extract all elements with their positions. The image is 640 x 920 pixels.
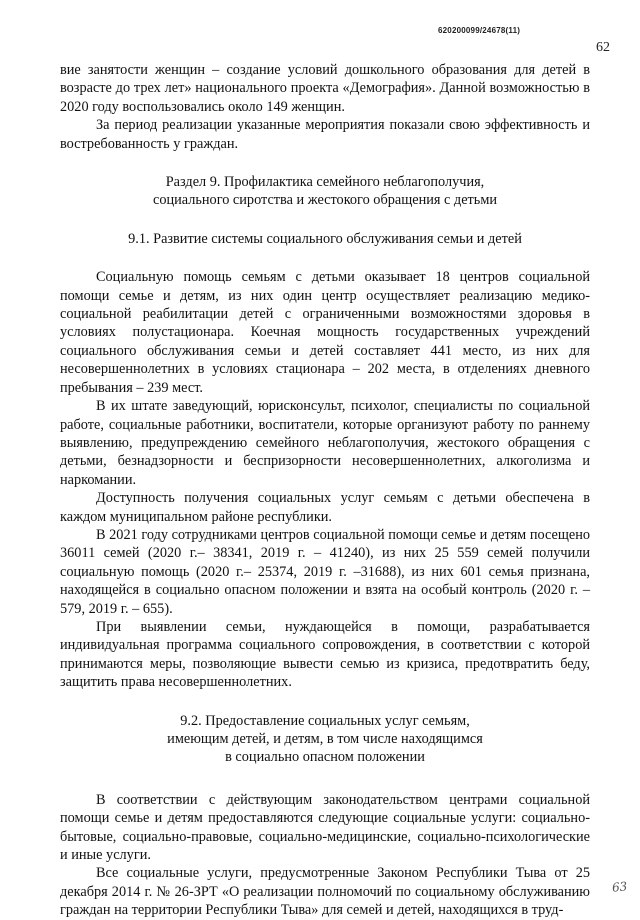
paragraph-social-help-centers: Социальную помощь семьям с детьми оказывает 18 центров социальной помощи семье и детям, из них один центр осуществляет реализацию медико-социальной реабилитации детей с ограниченными возможностями здоровья в условиях полустационара. Коечная мощность государственных учреждений социального обслуживания семьи и детей составляет 441 место, из них для несовершеннолетних в условиях стационара – 202 места, в отделениях дневного пребывания – 239 мест.	[60, 269, 590, 396]
section-9-heading-line-1: Раздел 9. Профилактика семейного неблагополучия,	[165, 174, 485, 191]
handwritten-page-mark: 63	[611, 879, 628, 895]
subsection-9-2-heading-line-1: 9.2. Предоставление социальных услуг семьям,	[180, 712, 470, 729]
subsection-9-2-heading	[60, 712, 590, 767]
paragraph-continuation: вие занятости женщин – создание условий дошкольного образования для детей в возрасте до трех лет» национального проекта «Демография». Данной возможностью в 2020 году воспользовались около 149 женщин.	[60, 62, 590, 115]
document-code: 620200099/24678(11)	[438, 26, 521, 35]
paragraph-effectiveness: За период реализации указанные мероприятия показали свою эффективность и востребованность у граждан.	[60, 117, 590, 152]
paragraph-services-list: В соответствии с действующим законодательством центрами социальной помощи семье и детям предоставляются следующие социальные услуги: социально-бытовые, социально-правовые, социально-медицинские, социально-психологические и иные услуги.	[60, 791, 590, 864]
subsection-9-2-heading-line-3: в социально опасном положении	[225, 749, 425, 766]
document-body	[60, 61, 590, 920]
subsection-9-1-heading-text: 9.1. Развитие системы социального обслуживания семьи и детей	[128, 230, 522, 247]
section-9-heading	[60, 173, 590, 210]
subsection-9-1-heading	[60, 230, 590, 248]
paragraph-2021-statistics: В 2021 году сотрудниками центров социальной помощи семье и детям посещено 36011 семей (2020 г.– 38341, 2019 г. – 41240), из них 25 559 семей получили социальную помощь (2020 г.– 25374, 2019 г. –31688), из них 601 семья признана, находящейся в социально опасном положении и взята на особый контроль (2020 г. – 579, 2019 г. – 655).	[60, 526, 590, 617]
page-number: 62	[596, 40, 610, 55]
paragraph-staff: В их штате заведующий, юрисконсульт, психолог, специалисты по социальной работе, социальные работники, воспитатели, которые организуют работу по раннему выявлению, предупреждению семейного неблагополучия, жестокого обращения с детьми, безнадзорности и беспризорности несовершеннолетних, алкоголизма и наркомании.	[60, 398, 590, 488]
paragraph-availability: Доступность получения социальных услуг семьям с детьми обеспечена в каждом муниципальном районе республики.	[60, 490, 590, 525]
section-9-heading-line-2: социального сиротства и жестокого обращения с детьми	[152, 192, 498, 209]
subsection-9-2-heading-line-2: имеющим детей, и детям, в том числе находящимся	[167, 731, 483, 747]
paragraph-individual-program: При выявлении семьи, нуждающейся в помощи, разрабатывается индивидуальная программа социального сопровождения, в соответствии с которой принимаются меры, позволяющие вывести семью из кризиса, предотвратить беду, защитить права несовершеннолетних.	[60, 618, 590, 691]
paragraph-law-reference: Все социальные услуги, предусмотренные Законом Республики Тыва от 25 декабря 2014 г. № 26-ЗРТ «О реализации полномочий по социальному обслуживанию граждан на территории Республики Тыва» для семей и детей, находящихся в труд-	[60, 865, 590, 919]
